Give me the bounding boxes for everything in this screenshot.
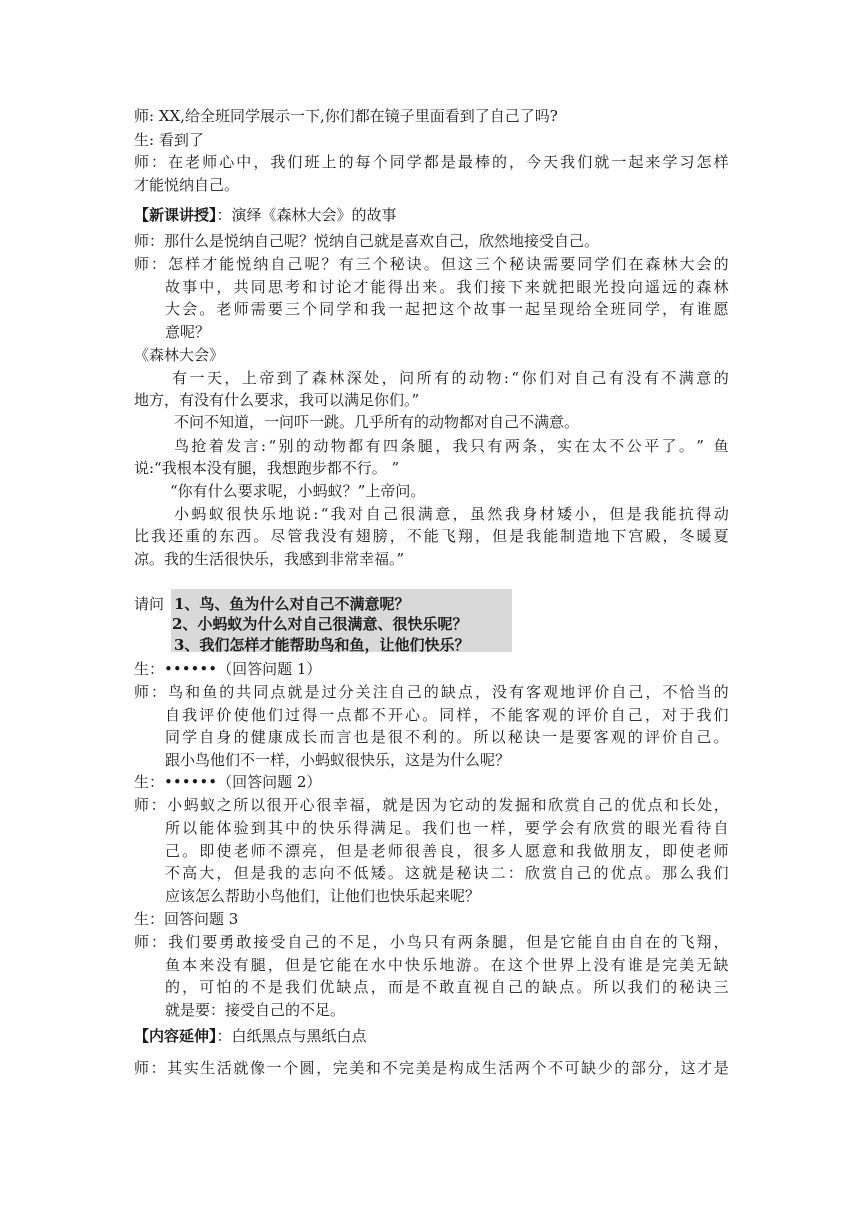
dialogue-line: 就是要：接受自己的不足。 [165,1001,346,1019]
section-heading-label: 【新课讲授】 [134,206,217,224]
question-item: 2、小蚂蚁为什么对自己很满意、很快乐呢？ [172,615,468,633]
dialogue-line: 师 ： 在 老 师 心 中 ， 我 们 班 上 的 每 个 同 学 都 是 最 棒 的 ， 今 天 我 们 就 一 起 来 学 习 怎 样 [134,153,729,171]
dialogue-line: 故 事 中 ， 共 同 思 考 和 讨 论 才 能 得 出 来 。 我 们 接 下 来 就 把 眼 光 投 向 遥 远 的 森 林 [165,278,729,296]
dialogue-line: 大 会 。 老 师 需 要 三 个 同 学 和 我 一 起 把 这 个 故 事 一 起 呈 现 给 全 班 同 学 ， 有 谁 愿 [165,300,729,318]
section-heading-label: 【内容延伸】 [134,1027,217,1045]
section-heading [134,205,397,225]
section-heading [134,1026,367,1046]
story-line: 比 我 还 重 的 东 西 。 尽 管 我 没 有 翅 膀 ， 不 能 飞 翔 ， 但 是 我 能 制 造 地 下 宫 殿 ， 冬 暖 夏 [134,527,729,545]
story-line: 鸟 抢 着 发 言 : “ 别 的 动 物 都 有 四 条 腿 ， 我 只 有 两 条 ， 实 在 太 不 公 平 了 。 ” 鱼 [174,437,729,455]
dialogue-line: 师 ： 我 们 要 勇 敢 接 受 自 己 的 不 足 ， 小 鸟 只 有 两 条 腿 ， 但 是 它 能 自 由 自 在 的 飞 翔 ， [134,933,729,951]
dialogue-line: 师：那什么是悦纳自己呢？悦纳自己就是喜欢自己，欣然地接受自己。 [134,232,600,250]
dialogue-line: 师 ： 鸟 和 鱼 的 共 同 点 就 是 过 分 关 注 自 己 的 缺 点 ， 没 有 客 观 地 评 价 自 己 ， 不 恰 当 的 [134,683,729,701]
dialogue-line: 意呢？ [165,323,211,341]
question-item: 1、鸟、鱼为什么对自己不满意呢？ [174,595,410,613]
story-line: 说:“我根本没有腿，我想跑步都不行。 ” [134,459,400,477]
dialogue-line: 生：回答问题 3 [134,910,239,928]
story-title: 《森林大会》 [134,346,225,364]
dialogue-line: 生: 看到了 [134,131,204,149]
dialogue-line: 己 。 即 使 老 师 不 漂 亮 ， 但 是 老 师 很 善 良 ， 很 多 人 愿 意 和 我 做 朋 友 ， 即 使 老 师 [165,842,729,860]
story-line: 小 蚂 蚁 很 快 乐 地 说 : “ 我 对 自 己 很 满 意 ， 虽 然 我 身 材 矮 小 ， 但 是 我 能 抗 得 动 [174,505,729,523]
dialogue-line: 自 我 评 价 使 他 们 过 得 一 点 都 不 开 心 。 同 样 ， 不 能 客 观 的 评 价 自 己 ， 对 于 我 们 [165,706,729,724]
dialogue-line: 的 ， 可 怕 的 不 是 我 们 优 缺 点 ， 而 是 不 敢 直 视 自 己 的 缺 点 。 所 以 我 们 的 秘 诀 三 [165,978,729,996]
dialogue-line: 生：••••••（回答问题 1） [134,660,322,678]
dialogue-line: 所 以 能 体 验 到 其 中 的 快 乐 得 满 足 。 我 们 也 一 样 ， 要 学 会 有 欣 赏 的 眼 光 看 待 自 [165,819,729,837]
section-heading-text: ：演绎《森林大会》的故事 [216,206,397,224]
dialogue-line: 师: XX,给全班同学展示一下,你们都在镜子里面看到了自己了吗? [134,107,558,125]
story-line: 凉。我的生活很快乐，我感到非常幸福。” [134,550,405,568]
dialogue-line: 师 ： 小 蚂 蚁 之 所 以 很 开 心 很 幸 福 ， 就 是 因 为 它 动 的 发 掘 和 欣 赏 自 己 的 优 点 和 长 处 ， [134,796,729,814]
dialogue-line: 生：••••••（回答问题 2） [134,773,322,791]
story-line: “你有什么要求呢，小蚂蚁？”上帝问。 [170,482,426,500]
dialogue-line: 同 学 自 身 的 健 康 成 长 而 言 也 是 很 不 利 的 。 所 以 秘 诀 一 是 要 客 观 的 评 价 自 己 。 [165,728,729,746]
section-heading-text: ：白纸黑点与黑纸白点 [216,1027,367,1045]
dialogue-line: 师 ： 怎 样 才 能 悦 纳 自 己 呢 ？ 有 三 个 秘 诀 。 但 这 三 个 秘 诀 需 要 同 学 们 在 森 林 大 会 的 [134,255,729,273]
story-line: 不问不知道，一问吓一跳。几乎所有的动物都对自己不满意。 [174,413,580,431]
dialogue-line: 才能悦纳自己。 [134,176,240,194]
dialogue-line: 师 ： 其 实 生 活 就 像 一 个 圆 ， 完 美 和 不 完 美 是 构 成 生 活 两 个 不 可 缺 少 的 部 分 ， 这 才 是 [134,1059,729,1077]
question-prompt: 请问 [134,595,165,613]
story-line: 有 一 天 ， 上 帝 到 了 森 林 深 处 ， 问 所 有 的 动 物 : “ 你 们 对 自 己 有 没 有 不 满 意 的 [172,369,729,387]
dialogue-line: 应该怎么帮助小鸟他们，让他们也快乐起来呢？ [165,887,481,905]
dialogue-line: 跟小鸟他们不一样，小蚂蚁很快乐，这是为什么呢？ [165,751,511,769]
story-line: 地方，有没有什么要求，我可以满足你们。” [134,391,420,409]
dialogue-line: 不 高 大 ， 但 是 我 的 志 向 不 低 矮 。 这 就 是 秘 诀 二 ： 欣 赏 自 己 的 优 点 。 那 么 我 们 [165,864,729,882]
dialogue-line: 鱼 本 来 没 有 腿 ， 但 是 它 能 在 水 中 快 乐 地 游 。 在 这 个 世 界 上 没 有 谁 是 完 美 无 缺 [165,956,729,974]
question-item: 3、我们怎样才能帮助鸟和鱼，让他们快乐？ [174,636,470,654]
